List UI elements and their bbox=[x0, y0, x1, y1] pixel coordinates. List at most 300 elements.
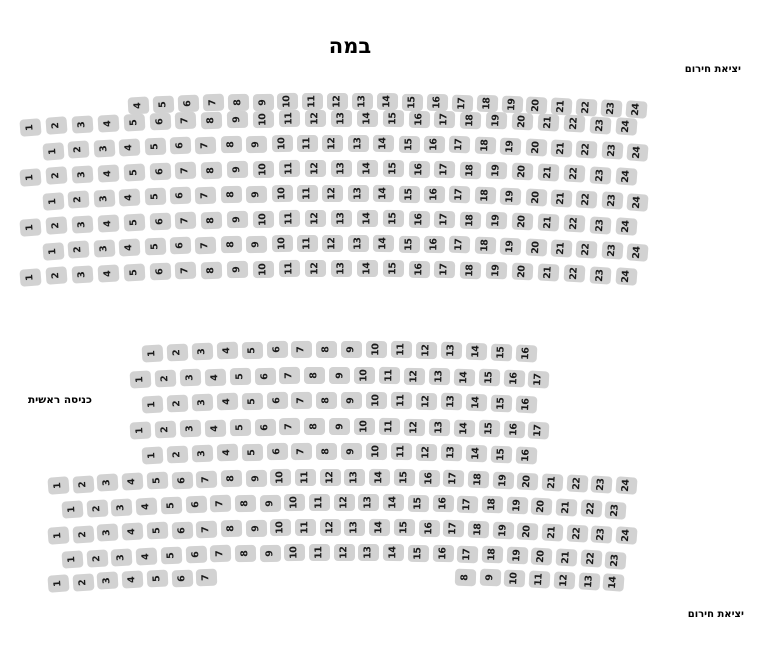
seat[interactable] bbox=[601, 141, 623, 159]
seat[interactable] bbox=[97, 214, 119, 232]
seat[interactable] bbox=[122, 523, 144, 541]
seat[interactable] bbox=[538, 114, 560, 132]
seat[interactable] bbox=[434, 261, 455, 279]
seat[interactable] bbox=[383, 544, 404, 561]
seat[interactable] bbox=[416, 444, 437, 461]
seat[interactable] bbox=[320, 469, 341, 486]
seat[interactable] bbox=[177, 95, 199, 113]
seat[interactable] bbox=[284, 494, 305, 511]
seat[interactable] bbox=[441, 342, 463, 360]
seat[interactable] bbox=[457, 495, 479, 513]
seat[interactable] bbox=[221, 186, 242, 204]
seat[interactable] bbox=[615, 217, 637, 235]
seat[interactable] bbox=[551, 139, 573, 157]
seat[interactable] bbox=[468, 521, 490, 539]
seat[interactable] bbox=[432, 495, 453, 513]
seat[interactable] bbox=[191, 343, 213, 361]
seat[interactable] bbox=[402, 93, 423, 110]
seat[interactable] bbox=[551, 189, 573, 207]
seat[interactable] bbox=[391, 341, 412, 358]
seat[interactable] bbox=[86, 499, 108, 517]
seat[interactable] bbox=[271, 135, 292, 152]
seat[interactable] bbox=[556, 548, 578, 566]
seat[interactable] bbox=[482, 546, 504, 564]
seat[interactable] bbox=[266, 392, 287, 409]
seat[interactable] bbox=[111, 548, 133, 566]
seat[interactable] bbox=[504, 570, 526, 588]
seat[interactable] bbox=[191, 445, 213, 463]
seat[interactable] bbox=[525, 188, 547, 206]
seat[interactable] bbox=[344, 519, 365, 536]
seat[interactable] bbox=[196, 520, 218, 538]
seat[interactable] bbox=[512, 213, 534, 231]
seat[interactable] bbox=[130, 371, 152, 389]
seat[interactable] bbox=[500, 187, 522, 205]
seat[interactable] bbox=[210, 545, 232, 563]
seat[interactable] bbox=[526, 96, 548, 114]
seat[interactable] bbox=[369, 519, 390, 536]
seat[interactable] bbox=[429, 368, 450, 386]
seat[interactable] bbox=[478, 420, 500, 438]
seat[interactable] bbox=[284, 544, 305, 561]
seat[interactable] bbox=[277, 93, 298, 110]
seat[interactable] bbox=[246, 185, 267, 202]
seat[interactable] bbox=[271, 185, 292, 202]
seat[interactable] bbox=[486, 262, 508, 280]
seat[interactable] bbox=[221, 236, 242, 254]
seat[interactable] bbox=[227, 94, 248, 112]
seat[interactable] bbox=[254, 367, 275, 384]
seat[interactable] bbox=[68, 241, 90, 259]
seat[interactable] bbox=[146, 522, 168, 540]
seat[interactable] bbox=[279, 418, 300, 435]
seat[interactable] bbox=[68, 141, 90, 159]
seat[interactable] bbox=[291, 443, 312, 460]
seat[interactable] bbox=[253, 260, 274, 277]
seat[interactable] bbox=[358, 544, 379, 561]
seat[interactable] bbox=[271, 235, 292, 252]
seat[interactable] bbox=[144, 188, 166, 206]
seat[interactable] bbox=[142, 446, 164, 464]
seat[interactable] bbox=[191, 394, 213, 412]
seat[interactable] bbox=[357, 110, 378, 127]
seat[interactable] bbox=[227, 211, 248, 229]
seat[interactable] bbox=[97, 264, 119, 282]
seat[interactable] bbox=[175, 162, 197, 180]
seat[interactable] bbox=[615, 267, 637, 285]
seat[interactable] bbox=[589, 216, 611, 234]
seat[interactable] bbox=[61, 550, 83, 568]
seat[interactable] bbox=[179, 420, 201, 438]
seat[interactable] bbox=[72, 573, 94, 591]
seat[interactable] bbox=[434, 161, 455, 179]
seat[interactable] bbox=[42, 192, 64, 210]
seat[interactable] bbox=[512, 113, 534, 131]
seat[interactable] bbox=[348, 185, 369, 202]
seat[interactable] bbox=[334, 544, 355, 561]
seat[interactable] bbox=[383, 494, 404, 511]
seat[interactable] bbox=[515, 344, 537, 362]
seat[interactable] bbox=[327, 93, 348, 110]
seat[interactable] bbox=[576, 98, 598, 116]
seat[interactable] bbox=[241, 444, 262, 461]
seat[interactable] bbox=[19, 168, 41, 187]
seat[interactable] bbox=[476, 95, 498, 113]
seat[interactable] bbox=[221, 470, 242, 488]
seat[interactable] bbox=[19, 218, 41, 237]
seat[interactable] bbox=[517, 522, 539, 540]
seat[interactable] bbox=[512, 163, 534, 181]
seat[interactable] bbox=[432, 545, 453, 563]
seat[interactable] bbox=[492, 521, 514, 539]
seat[interactable] bbox=[404, 418, 425, 435]
seat[interactable] bbox=[449, 236, 471, 254]
seat[interactable] bbox=[245, 469, 266, 486]
seat[interactable] bbox=[221, 520, 242, 538]
seat[interactable] bbox=[382, 110, 403, 127]
seat[interactable] bbox=[479, 569, 501, 587]
seat[interactable] bbox=[201, 111, 223, 129]
seat[interactable] bbox=[515, 446, 537, 464]
seat[interactable] bbox=[201, 261, 223, 279]
seat[interactable] bbox=[128, 96, 150, 114]
seat[interactable] bbox=[279, 367, 300, 384]
seat[interactable] bbox=[149, 262, 171, 280]
seat[interactable] bbox=[615, 526, 637, 545]
seat[interactable] bbox=[19, 268, 41, 287]
seat[interactable] bbox=[408, 260, 429, 277]
seat[interactable] bbox=[304, 367, 325, 384]
seat[interactable] bbox=[482, 496, 504, 514]
seat[interactable] bbox=[366, 392, 387, 409]
seat[interactable] bbox=[580, 500, 602, 518]
seat[interactable] bbox=[398, 185, 419, 202]
seat[interactable] bbox=[291, 341, 312, 358]
seat[interactable] bbox=[525, 238, 547, 256]
seat[interactable] bbox=[529, 570, 551, 588]
seat[interactable] bbox=[379, 367, 400, 384]
seat[interactable] bbox=[627, 143, 649, 162]
seat[interactable] bbox=[316, 392, 337, 409]
seat[interactable] bbox=[246, 235, 267, 252]
seat[interactable] bbox=[149, 212, 171, 230]
seat[interactable] bbox=[175, 112, 197, 130]
seat[interactable] bbox=[344, 469, 365, 486]
seat[interactable] bbox=[322, 235, 343, 252]
seat[interactable] bbox=[97, 164, 119, 182]
seat[interactable] bbox=[42, 142, 64, 160]
seat[interactable] bbox=[589, 116, 611, 134]
seat[interactable] bbox=[136, 547, 158, 565]
seat[interactable] bbox=[235, 545, 256, 563]
seat[interactable] bbox=[416, 342, 437, 359]
seat[interactable] bbox=[556, 498, 578, 516]
seat[interactable] bbox=[170, 187, 192, 205]
seat[interactable] bbox=[136, 497, 158, 515]
seat[interactable] bbox=[486, 162, 508, 180]
seat[interactable] bbox=[408, 494, 429, 511]
seat[interactable] bbox=[369, 469, 390, 486]
seat[interactable] bbox=[295, 469, 316, 486]
seat[interactable] bbox=[589, 166, 611, 184]
seat[interactable] bbox=[279, 110, 300, 127]
seat[interactable] bbox=[146, 472, 168, 490]
seat[interactable] bbox=[500, 237, 522, 255]
seat[interactable] bbox=[97, 474, 119, 492]
seat[interactable] bbox=[266, 443, 287, 460]
seat[interactable] bbox=[373, 135, 394, 152]
seat[interactable] bbox=[341, 392, 362, 409]
seat[interactable] bbox=[171, 521, 193, 539]
seat[interactable] bbox=[154, 421, 176, 439]
seat[interactable] bbox=[453, 419, 475, 437]
seat[interactable] bbox=[279, 210, 300, 227]
seat[interactable] bbox=[149, 162, 171, 180]
seat[interactable] bbox=[398, 135, 419, 152]
seat[interactable] bbox=[45, 117, 67, 135]
seat[interactable] bbox=[291, 392, 312, 409]
seat[interactable] bbox=[358, 494, 379, 511]
seat[interactable] bbox=[45, 217, 67, 235]
seat[interactable] bbox=[331, 160, 352, 177]
seat[interactable] bbox=[366, 443, 387, 460]
seat[interactable] bbox=[563, 115, 585, 133]
seat[interactable] bbox=[538, 264, 560, 282]
seat[interactable] bbox=[501, 95, 523, 113]
seat[interactable] bbox=[47, 574, 69, 593]
seat[interactable] bbox=[71, 265, 93, 283]
seat[interactable] bbox=[465, 394, 487, 412]
seat[interactable] bbox=[398, 235, 419, 252]
seat[interactable] bbox=[490, 343, 512, 361]
seat[interactable] bbox=[394, 519, 415, 536]
seat[interactable] bbox=[123, 163, 145, 181]
seat[interactable] bbox=[171, 569, 193, 587]
seat[interactable] bbox=[270, 519, 291, 536]
seat[interactable] bbox=[142, 395, 164, 413]
seat[interactable] bbox=[195, 236, 217, 254]
seat[interactable] bbox=[216, 342, 238, 360]
seat[interactable] bbox=[566, 524, 588, 542]
seat[interactable] bbox=[357, 210, 378, 227]
seat[interactable] bbox=[252, 93, 273, 110]
seat[interactable] bbox=[366, 341, 387, 358]
seat[interactable] bbox=[566, 474, 588, 492]
seat[interactable] bbox=[167, 445, 189, 463]
seat[interactable] bbox=[424, 186, 445, 204]
seat[interactable] bbox=[119, 238, 141, 256]
seat[interactable] bbox=[202, 94, 224, 112]
seat[interactable] bbox=[377, 93, 398, 110]
seat[interactable] bbox=[512, 263, 534, 281]
seat[interactable] bbox=[241, 342, 262, 359]
seat[interactable] bbox=[605, 501, 627, 519]
seat[interactable] bbox=[47, 476, 69, 495]
seat[interactable] bbox=[210, 495, 232, 513]
seat[interactable] bbox=[551, 97, 573, 115]
seat[interactable] bbox=[305, 210, 326, 227]
seat[interactable] bbox=[460, 161, 482, 179]
seat[interactable] bbox=[266, 341, 287, 358]
seat[interactable] bbox=[93, 189, 115, 207]
seat[interactable] bbox=[123, 113, 145, 131]
seat[interactable] bbox=[551, 239, 573, 257]
seat[interactable] bbox=[270, 469, 291, 486]
seat[interactable] bbox=[591, 475, 613, 493]
seat[interactable] bbox=[179, 369, 201, 387]
seat[interactable] bbox=[460, 111, 482, 129]
seat[interactable] bbox=[316, 443, 337, 460]
seat[interactable] bbox=[175, 262, 197, 280]
seat[interactable] bbox=[97, 572, 119, 590]
seat[interactable] bbox=[122, 473, 144, 491]
seat[interactable] bbox=[434, 111, 455, 129]
seat[interactable] bbox=[382, 260, 403, 277]
seat[interactable] bbox=[170, 137, 192, 155]
seat[interactable] bbox=[341, 341, 362, 358]
seat[interactable] bbox=[424, 236, 445, 254]
seat[interactable] bbox=[185, 496, 207, 514]
seat[interactable] bbox=[122, 571, 144, 589]
seat[interactable] bbox=[204, 419, 226, 437]
seat[interactable] bbox=[42, 242, 64, 260]
seat[interactable] bbox=[418, 520, 439, 537]
seat[interactable] bbox=[441, 393, 463, 411]
seat[interactable] bbox=[71, 165, 93, 183]
seat[interactable] bbox=[119, 188, 141, 206]
seat[interactable] bbox=[443, 470, 464, 488]
seat[interactable] bbox=[241, 393, 262, 410]
seat[interactable] bbox=[542, 523, 564, 541]
seat[interactable] bbox=[441, 444, 463, 462]
seat[interactable] bbox=[254, 418, 275, 435]
seat[interactable] bbox=[175, 212, 197, 230]
seat[interactable] bbox=[517, 472, 539, 490]
seat[interactable] bbox=[465, 445, 487, 463]
seat[interactable] bbox=[457, 545, 479, 563]
seat[interactable] bbox=[486, 212, 508, 230]
seat[interactable] bbox=[227, 111, 248, 129]
seat[interactable] bbox=[500, 137, 522, 155]
seat[interactable] bbox=[576, 190, 598, 208]
seat[interactable] bbox=[408, 210, 429, 227]
seat[interactable] bbox=[204, 368, 226, 386]
seat[interactable] bbox=[45, 167, 67, 185]
seat[interactable] bbox=[329, 418, 350, 435]
seat[interactable] bbox=[235, 495, 256, 513]
seat[interactable] bbox=[528, 422, 550, 440]
seat[interactable] bbox=[563, 165, 585, 183]
seat[interactable] bbox=[86, 549, 108, 567]
seat[interactable] bbox=[478, 369, 500, 387]
seat[interactable] bbox=[253, 210, 274, 227]
seat[interactable] bbox=[515, 395, 537, 413]
seat[interactable] bbox=[563, 265, 585, 283]
seat[interactable] bbox=[297, 235, 318, 252]
seat[interactable] bbox=[424, 136, 445, 154]
seat[interactable] bbox=[322, 185, 343, 202]
seat[interactable] bbox=[246, 135, 267, 152]
seat[interactable] bbox=[153, 95, 175, 113]
seat[interactable] bbox=[279, 260, 300, 277]
seat[interactable] bbox=[149, 112, 171, 130]
seat[interactable] bbox=[615, 117, 637, 135]
seat[interactable] bbox=[531, 497, 553, 515]
seat[interactable] bbox=[352, 93, 373, 110]
seat[interactable] bbox=[216, 393, 238, 411]
seat[interactable] bbox=[167, 394, 189, 412]
seat[interactable] bbox=[309, 494, 330, 511]
seat[interactable] bbox=[408, 544, 429, 561]
seat[interactable] bbox=[603, 574, 625, 592]
seat[interactable] bbox=[576, 240, 598, 258]
seat[interactable] bbox=[394, 469, 415, 486]
seat[interactable] bbox=[627, 193, 649, 212]
seat[interactable] bbox=[474, 137, 496, 155]
seat[interactable] bbox=[348, 235, 369, 252]
seat[interactable] bbox=[468, 471, 490, 489]
seat[interactable] bbox=[71, 215, 93, 233]
seat[interactable] bbox=[465, 343, 487, 361]
seat[interactable] bbox=[589, 266, 611, 284]
seat[interactable] bbox=[195, 186, 217, 204]
seat[interactable] bbox=[253, 110, 274, 127]
seat[interactable] bbox=[201, 161, 223, 179]
seat[interactable] bbox=[429, 419, 450, 437]
seat[interactable] bbox=[443, 520, 464, 538]
seat[interactable] bbox=[167, 343, 189, 361]
seat[interactable] bbox=[591, 525, 613, 543]
seat[interactable] bbox=[305, 160, 326, 177]
seat[interactable] bbox=[72, 525, 94, 543]
seat[interactable] bbox=[451, 94, 473, 112]
seat[interactable] bbox=[185, 546, 207, 564]
seat[interactable] bbox=[506, 547, 528, 565]
seat[interactable] bbox=[627, 243, 649, 262]
seat[interactable] bbox=[146, 570, 168, 588]
seat[interactable] bbox=[216, 444, 238, 462]
seat[interactable] bbox=[538, 214, 560, 232]
seat[interactable] bbox=[302, 93, 323, 110]
seat[interactable] bbox=[97, 524, 119, 542]
seat[interactable] bbox=[506, 497, 528, 515]
seat[interactable] bbox=[331, 110, 352, 127]
seat[interactable] bbox=[416, 393, 437, 410]
seat[interactable] bbox=[61, 500, 83, 518]
seat[interactable] bbox=[316, 341, 337, 358]
seat[interactable] bbox=[576, 140, 598, 158]
seat[interactable] bbox=[379, 418, 400, 435]
seat[interactable] bbox=[45, 267, 67, 285]
seat[interactable] bbox=[449, 136, 471, 154]
seat[interactable] bbox=[47, 526, 69, 545]
seat[interactable] bbox=[123, 213, 145, 231]
seat[interactable] bbox=[460, 211, 482, 229]
seat[interactable] bbox=[408, 110, 429, 127]
seat[interactable] bbox=[490, 445, 512, 463]
seat[interactable] bbox=[304, 418, 325, 435]
seat[interactable] bbox=[427, 94, 448, 112]
seat[interactable] bbox=[474, 187, 496, 205]
seat[interactable] bbox=[418, 470, 439, 487]
seat[interactable] bbox=[97, 114, 119, 132]
seat[interactable] bbox=[382, 160, 403, 177]
seat[interactable] bbox=[229, 419, 250, 437]
seat[interactable] bbox=[259, 544, 280, 561]
seat[interactable] bbox=[503, 370, 525, 388]
seat[interactable] bbox=[259, 494, 280, 511]
seat[interactable] bbox=[391, 392, 412, 409]
